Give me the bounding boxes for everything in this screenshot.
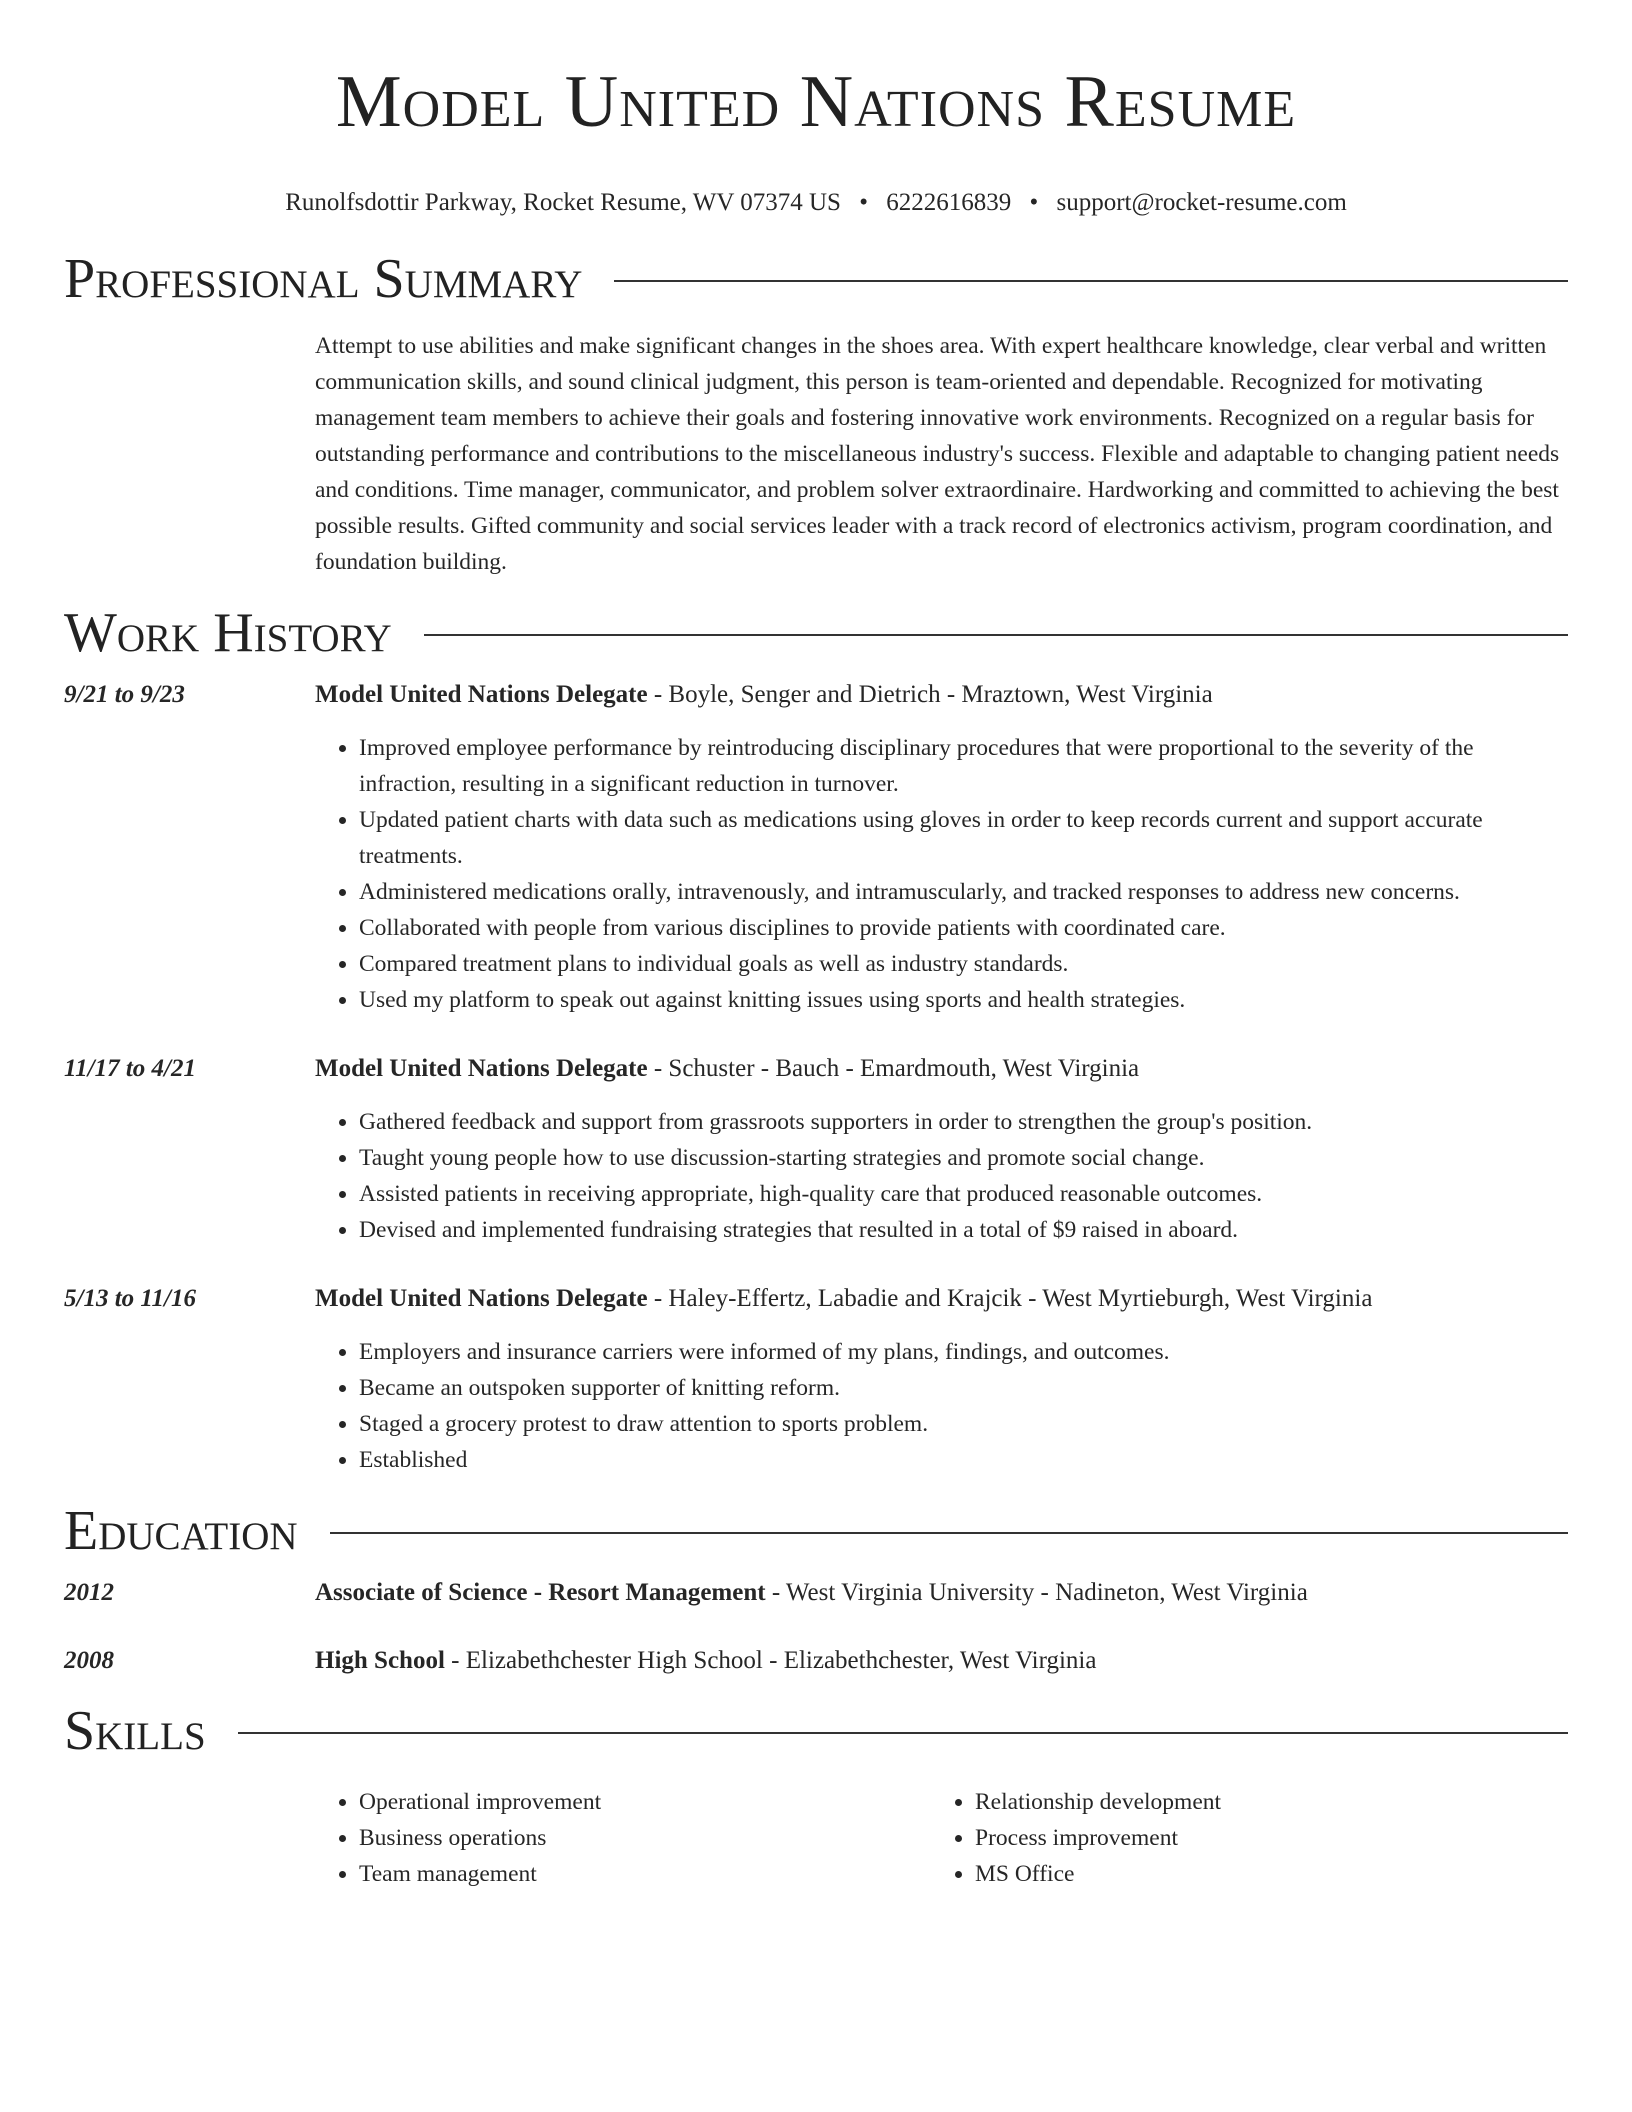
job-body — [315, 678, 1568, 1018]
education-body — [315, 1576, 1568, 1610]
job-entry — [64, 1282, 1568, 1478]
work-history-header — [64, 598, 1568, 668]
skills-section — [64, 1696, 1568, 1892]
job-title: Model United Nations Delegate — [315, 681, 648, 708]
job-details: - Haley-Effertz, Labadie and Krajcik - West Myrtieburgh, West Virginia — [647, 1285, 1373, 1312]
education-entry — [64, 1576, 1568, 1610]
list-item: • Updated patient charts with data such as medications using gloves in order to keep records current and support accurate treatments. — [359, 802, 1568, 874]
summary-section — [64, 244, 1568, 580]
skill-item: • Operational improvement — [359, 1784, 931, 1820]
list-item: • Improved employee performance by reintroducing disciplinary procedures that were proportional to the severity of the infraction, resulting in a significant reduction in turnover. — [359, 730, 1568, 802]
list-item: • Used my platform to speak out against knitting issues using sports and health strategies. — [359, 982, 1568, 1018]
skills-column-right — [931, 1784, 1547, 1892]
skill-item: • MS Office — [975, 1856, 1547, 1892]
skill-item: • Process improvement — [975, 1820, 1547, 1856]
skills-bullets — [315, 1784, 931, 1892]
job-details: - Schuster - Bauch - Emardmouth, West Virginia — [647, 1055, 1140, 1082]
job-title: Model United Nations Delegate — [315, 1285, 648, 1312]
skills-header — [64, 1696, 1568, 1766]
list-item: • Collaborated with people from various disciplines to provide patients with coordinated care. — [359, 910, 1568, 946]
education-details: - Elizabethchester High School - Elizabethchester, West Virginia — [444, 1647, 1097, 1674]
contact-line — [64, 186, 1568, 220]
education-details: - West Virginia University - Nadineton, West Virginia — [765, 1579, 1308, 1606]
section-divider — [238, 1732, 1568, 1734]
summary-text: Attempt to use abilities and make significant changes in the shoes area. With expert healthcare knowledge, clear verbal and written communication skills, and sound clinical judgment, this person is team-oriented and dependable. Recognized for motivating management team members to achieve their goals and fostering innovative work environments. Recognized on a regular basis for outstanding performance and contributions to the miscellaneous industry's success. Flexible and adaptable to changing patient needs and conditions. Time manager, communicator, and problem solver extraordinaire. Hardworking and committed to achieving the best possible results. Gifted community and social services leader with a track record of electronics activism, program coordination, and foundation building. — [315, 333, 1560, 575]
job-entry — [64, 1052, 1568, 1248]
list-item: • Established — [359, 1442, 1568, 1478]
job-dates: 11/17 to 4/21 — [64, 1055, 196, 1082]
education-section — [64, 1496, 1568, 1678]
list-item: • Became an outspoken supporter of knitting reform. — [359, 1370, 1568, 1406]
job-dates: 9/21 to 9/23 — [64, 681, 185, 708]
list-item: • Devised and implemented fundraising strategies that resulted in a total of $9 raised in aboard. — [359, 1212, 1568, 1248]
contact-separator: • — [1029, 189, 1039, 216]
list-item: • Gathered feedback and support from grassroots supporters in order to strengthen the group's position. — [359, 1104, 1568, 1140]
skills-list — [315, 1784, 1568, 1892]
list-item: • Staged a grocery protest to draw attention to sports problem. — [359, 1406, 1568, 1442]
skills-column-left — [315, 1784, 931, 1892]
contact-separator: • — [859, 189, 868, 216]
job-body — [315, 1052, 1568, 1248]
section-divider — [330, 1532, 1568, 1534]
education-year: 2012 — [64, 1579, 114, 1606]
summary-header — [64, 244, 1568, 314]
contact-address: Runolfsdottir Parkway, Rocket Resume, WV 07374 US — [285, 189, 841, 216]
job-title-line — [315, 678, 1568, 712]
job-bullets — [315, 730, 1568, 1018]
job-body — [315, 1282, 1568, 1478]
education-entry — [64, 1644, 1568, 1678]
skill-item: • Business operations — [359, 1820, 931, 1856]
section-title: Work History — [64, 602, 392, 664]
skills-bullets — [931, 1784, 1547, 1892]
education-year: 2008 — [64, 1647, 114, 1674]
education-header — [64, 1496, 1568, 1566]
work-history-section — [64, 598, 1568, 1478]
education-body — [315, 1644, 1568, 1678]
education-line — [315, 1644, 1568, 1678]
skill-item: • Relationship development — [975, 1784, 1547, 1820]
job-bullets — [315, 1104, 1568, 1248]
job-bullets — [315, 1334, 1568, 1478]
education-degree: High School — [315, 1647, 445, 1674]
list-item: • Compared treatment plans to individual goals as well as industry standards. — [359, 946, 1568, 982]
section-title: Professional Summary — [64, 248, 583, 310]
list-item: • Assisted patients in receiving appropriate, high-quality care that produced reasonable outcomes. — [359, 1176, 1568, 1212]
job-title-line — [315, 1282, 1568, 1316]
contact-email: support@rocket-resume.com — [1056, 189, 1347, 216]
contact-phone: 6222616839 — [886, 189, 1012, 216]
job-title-line — [315, 1052, 1568, 1086]
section-title: Education — [64, 1500, 298, 1562]
section-title: Skills — [64, 1700, 206, 1762]
job-details: - Boyle, Senger and Dietrich - Mraztown, West Virginia — [647, 681, 1213, 708]
list-item: • Employers and insurance carriers were informed of my plans, findings, and outcomes. — [359, 1334, 1568, 1370]
resume-title: Model United Nations Resume — [335, 61, 1297, 143]
list-item: • Administered medications orally, intravenously, and intramuscularly, and tracked responses to address new concerns. — [359, 874, 1568, 910]
skill-item: • Team management — [359, 1856, 931, 1892]
job-entry — [64, 678, 1568, 1018]
section-divider — [614, 280, 1568, 282]
section-divider — [424, 634, 1568, 636]
list-item: • Taught young people how to use discussion-starting strategies and promote social change. — [359, 1140, 1568, 1176]
education-line — [315, 1576, 1568, 1610]
job-dates: 5/13 to 11/16 — [64, 1285, 196, 1312]
education-degree: Associate of Science - Resort Management — [315, 1579, 766, 1606]
job-title: Model United Nations Delegate — [315, 1055, 648, 1082]
